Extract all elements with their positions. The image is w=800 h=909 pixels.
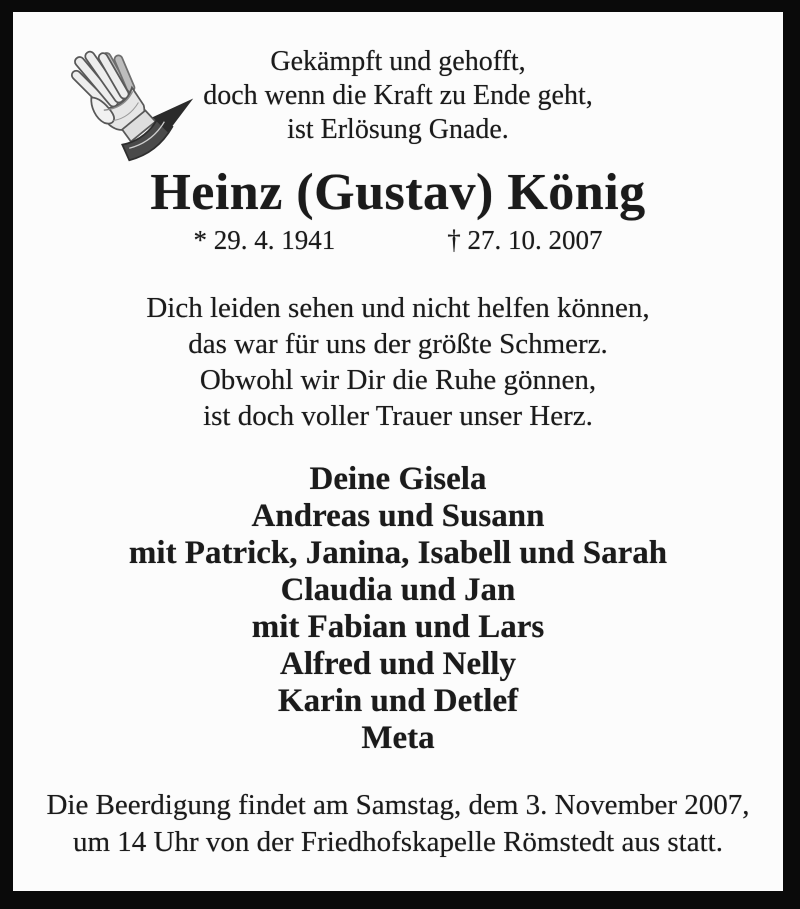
poem-line: Dich leiden sehen und nicht helfen können, xyxy=(146,292,650,324)
mourners-list xyxy=(13,461,783,757)
birth-date: * 29. 4. 1941 xyxy=(193,225,336,255)
deceased-name: Heinz (Gustav) König xyxy=(150,164,646,221)
mourner-line: Karin und Detlef xyxy=(277,683,519,719)
epigraph-line: ist Erlösung Gnade. xyxy=(287,114,509,145)
memorial-poem xyxy=(13,290,783,434)
poem-line: das war für uns der größte Schmerz. xyxy=(188,328,608,360)
funeral-info xyxy=(13,787,783,861)
funeral-line: um 14 Uhr von der Friedhofskapelle Römstedt aus statt. xyxy=(73,826,723,858)
obituary-card xyxy=(13,12,783,891)
mourner-line: Alfred und Nelly xyxy=(280,646,516,682)
poem-line: ist doch voller Trauer unser Herz. xyxy=(203,400,593,432)
mourner-line: Claudia und Jan xyxy=(280,572,516,608)
death-date: † 27. 10. 2007 xyxy=(447,225,603,255)
mourner-line: Andreas und Susann xyxy=(251,498,545,534)
poem-line: Obwohl wir Dir die Ruhe gönnen, xyxy=(199,364,597,396)
mourner-line: mit Fabian und Lars xyxy=(251,609,545,645)
mourner-line: Deine Gisela xyxy=(309,461,487,497)
epigraph-line: doch wenn die Kraft zu Ende geht, xyxy=(203,80,593,111)
funeral-line: Die Beerdigung findet am Samstag, dem 3. November 2007, xyxy=(46,789,750,821)
epigraph-line: Gekämpft und gehofft, xyxy=(270,46,526,77)
life-dates xyxy=(13,224,783,256)
mourner-line: Meta xyxy=(361,720,435,756)
mourner-line: mit Patrick, Janina, Isabell und Sarah xyxy=(128,535,668,571)
epigraph xyxy=(13,12,783,147)
